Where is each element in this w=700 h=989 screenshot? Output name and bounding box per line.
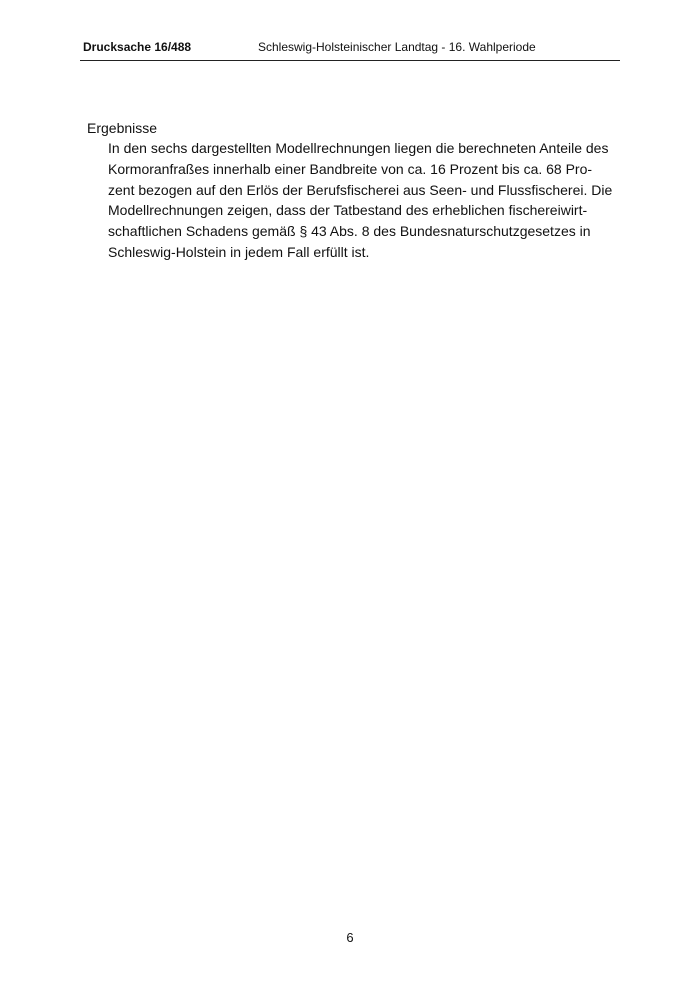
paragraph-line: In den sechs dargestellten Modellrechnungen liegen die berechneten Anteile des (108, 140, 609, 156)
paragraph-line: Modellrechnungen zeigen, dass der Tatbestand des erheblichen fischereiwirt- (108, 202, 588, 219)
paragraph-line: Schleswig-Holstein in jedem Fall erfüllt ist. (108, 243, 370, 260)
paragraph-line: schaftlichen Schadens gemäß § 43 Abs. 8 des Bundesnaturschutzgesetzes in (108, 223, 591, 240)
paragraph-line: Kormoranfraßes innerhalb einer Bandbreite von ca. 16 Prozent bis ca. 68 Pro- (108, 160, 593, 177)
results-paragraph (108, 138, 613, 263)
page-header (80, 38, 620, 61)
section-heading: Ergebnisse (87, 120, 158, 136)
parliament-title: Schleswig-Holsteinischer Landtag - 16. Wahlperiode (258, 40, 536, 54)
page-number: 6 (346, 930, 354, 945)
paragraph-line: zent bezogen auf den Erlös der Berufsfischerei aus Seen- und Flussfischerei. Die (108, 181, 613, 198)
document-number: Drucksache 16/488 (83, 40, 192, 54)
